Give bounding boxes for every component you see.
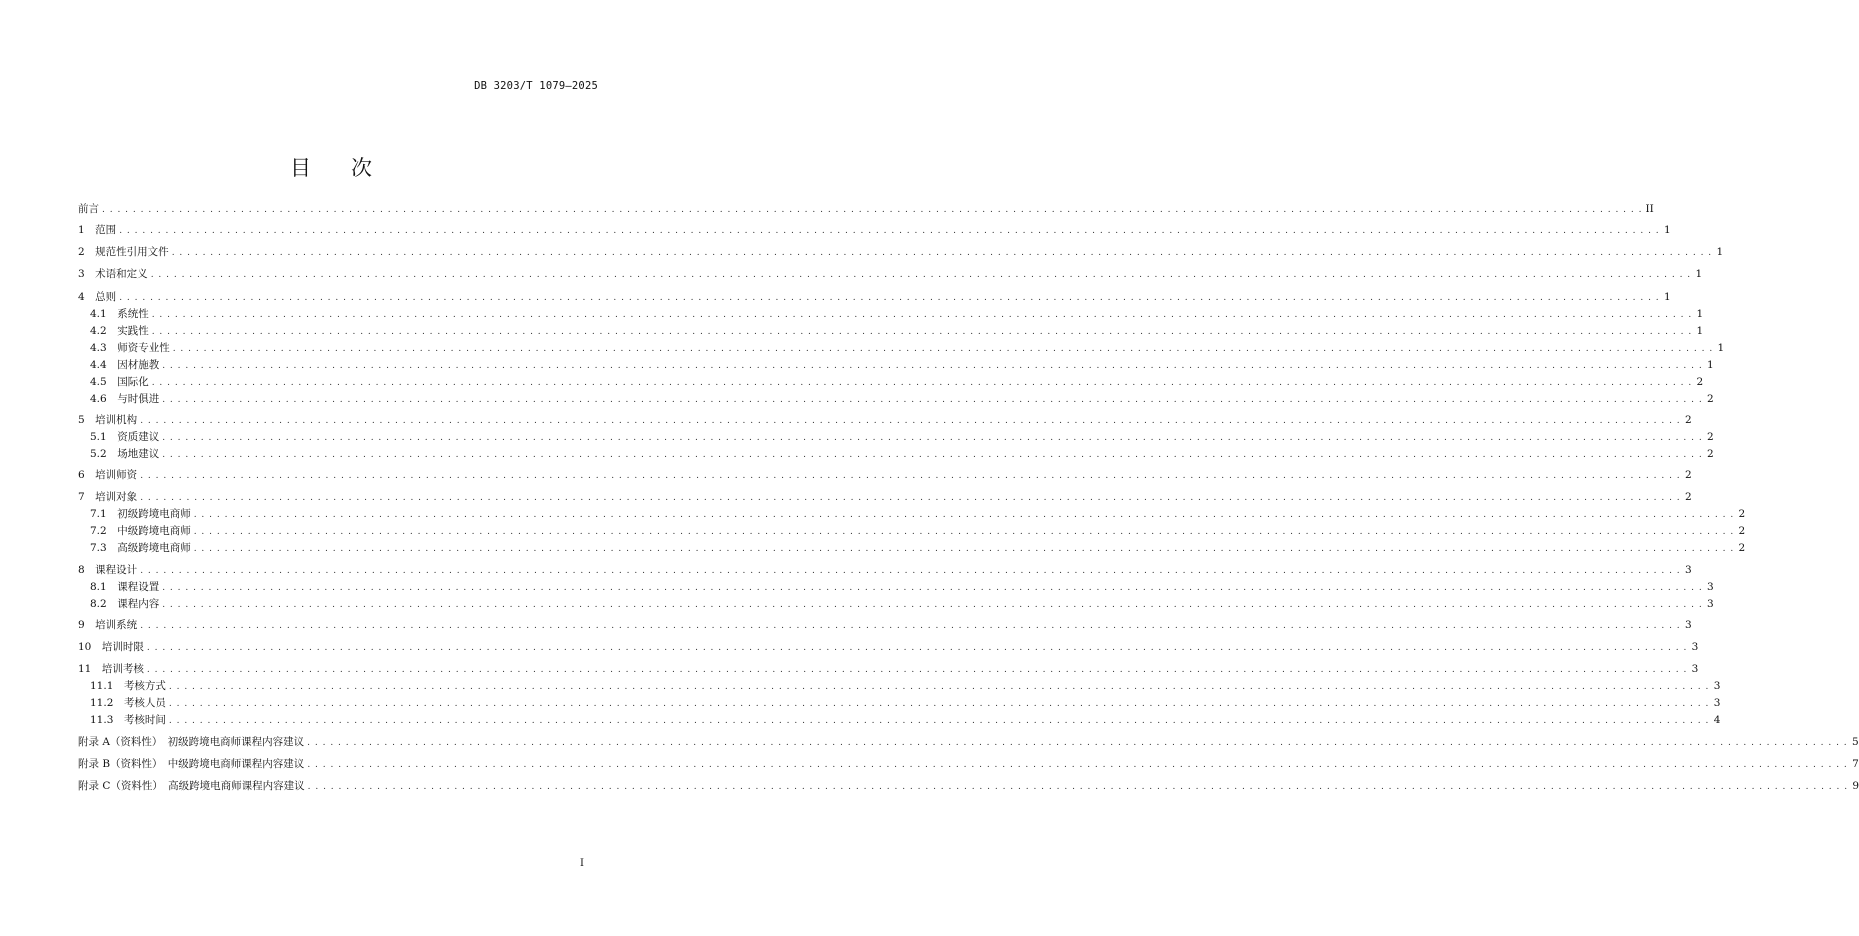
toc-leader-dots: . . . . . . . . . . . . . . . . . . . . . . . . . . . . . . . . . . . . . . . . . . . . . . . . . . . . . . . . . . . . . . . . . . . . . . . . . . . . . . . . . . . . . . . . . . . . . . . . . . . . . . . . . . . . . . . . . . . . . . . . . . . . . . . . . . . . . . . . . . . . . . . . . . . . . . . . . . . . . . . . . . . . . . . . . . . . . . . . . . . . . . . . . . . . . . . . . . . . . . . . xyxy=(151,378,1693,388)
toc-leader-dots: . . . . . . . . . . . . . . . . . . . . . . . . . . . . . . . . . . . . . . . . . . . . . . . . . . . . . . . . . . . . . . . . . . . . . . . . . . . . . . . . . . . . . . . . . . . . . . . . . . . . . . . . . . . . . . . . . . . . . . . . . . . . . . . . . . . . . . . . . . . . . . . . . . . . . . . . . . . . . . . . . . . . . . . . . . . . . . . . . . . . . . . . . . . . . . . . . . . . . . . . xyxy=(140,566,1681,576)
toc-entry-page: 3 xyxy=(1684,564,1692,576)
toc-entry-page: 5 xyxy=(1851,736,1859,748)
toc-subentry[interactable] xyxy=(90,679,1721,694)
page-number: I xyxy=(580,858,584,869)
toc-entry-page: 7 xyxy=(1852,758,1859,770)
toc-leader-dots: . . . . . . . . . . . . . . . . . . . . . . . . . . . . . . . . . . . . . . . . . . . . . . . . . . . . . . . . . . . . . . . . . . . . . . . . . . . . . . . . . . . . . . . . . . . . . . . . . . . . . . . . . . . . . . . . . . . . . . . . . . . . . . . . . . . . . . . . . . . . . . . . . . . . . . . . . . . . . . . . . . . . . . . . . . . . . . . . . . . . . . . . . . . . . . . . . . . . . . . . xyxy=(140,621,1681,631)
toc-leader-dots: . . . . . . . . . . . . . . . . . . . . . . . . . . . . . . . . . . . . . . . . . . . . . . . . . . . . . . . . . . . . . . . . . . . . . . . . . . . . . . . . . . . . . . . . . . . . . . . . . . . . . . . . . . . . . . . . . . . . . . . . . . . . . . . . . . . . . . . . . . . . . . . . . . . . . . . . . . . . . . . . . . . . . . . . . . . . . . . . . . . . . . . . . . . . . . . . . . . . . . . . xyxy=(162,450,1703,460)
toc-leader-dots: . . . . . . . . . . . . . . . . . . . . . . . . . . . . . . . . . . . . . . . . . . . . . . . . . . . . . . . . . . . . . . . . . . . . . . . . . . . . . . . . . . . . . . . . . . . . . . . . . . . . . . . . . . . . . . . . . . . . . . . . . . . . . . . . . . . . . . . . . . . . . . . . . . . . . . . . . . . . . . . . . . . . . . . . . . . . . . . . . . . . . . . . . . . . . . . . . . . . . . . . xyxy=(119,226,1660,236)
toc-leader-dots: . . . . . . . . . . . . . . . . . . . . . . . . . . . . . . . . . . . . . . . . . . . . . . . . . . . . . . . . . . . . . . . . . . . . . . . . . . . . . . . . . . . . . . . . . . . . . . . . . . . . . . . . . . . . . . . . . . . . . . . . . . . . . . . . . . . . . . . . . . . . . . . . . . . . . . . . . . . . . . . . . . . . . . . . . . . . . . . . . . . . . . . . . . . . . . . . . . . . . . . . xyxy=(193,527,1735,537)
toc-entry[interactable] xyxy=(78,779,1859,794)
toc-entry-page: 2 xyxy=(1684,491,1692,503)
toc-entry-label: 4.2 实践性 xyxy=(90,325,149,337)
toc-leader-dots: . . . . . . . . . . . . . . . . . . . . . . . . . . . . . . . . . . . . . . . . . . . . . . . . . . . . . . . . . . . . . . . . . . . . . . . . . . . . . . . . . . . . . . . . . . . . . . . . . . . . . . . . . . . . . . . . . . . . . . . . . . . . . . . . . . . . . . . . . . . . . . . . . . . . . . . . . . . . . . . . . . . . . . . . . . . . . . . . . . . . . . . . . . . . . . . . . . . . . . . . xyxy=(162,433,1703,443)
toc-entry-label: 7.1 初级跨境电商师 xyxy=(90,508,191,520)
toc-entry-page: 2 xyxy=(1707,448,1714,460)
toc-leader-dots: . . . . . . . . . . . . . . . . . . . . . . . . . . . . . . . . . . . . . . . . . . . . . . . . . . . . . . . . . . . . . . . . . . . . . . . . . . . . . . . . . . . . . . . . . . . . . . . . . . . . . . . . . . . . . . . . . . . . . . . . . . . . . . . . . . . . . . . . . . . . . . . . . . . . . . . . . . . . . . . . . . . . . . . . . . . . . . . . . . . . . . . . . . . . . . . . . . . . . . . . xyxy=(146,643,1688,653)
toc-entry-page: 3 xyxy=(1713,697,1721,709)
toc-entry-page: 3 xyxy=(1707,581,1714,593)
toc-entry-label: 11.1 考核方式 xyxy=(90,680,166,692)
toc-entry-label: 附录 B（资料性） 中级跨境电商师课程内容建议 xyxy=(78,758,305,770)
toc-entry-page: 3 xyxy=(1713,680,1721,692)
toc-leader-dots: . . . . . . . . . . . . . . . . . . . . . . . . . . . . . . . . . . . . . . . . . . . . . . . . . . . . . . . . . . . . . . . . . . . . . . . . . . . . . . . . . . . . . . . . . . . . . . . . . . . . . . . . . . . . . . . . . . . . . . . . . . . . . . . . . . . . . . . . . . . . . . . . . . . . . . . . . . . . . . . . . . . . . . . . . . . . . . . . . . . . . . . . . . . . . . . . . . . . . . . . xyxy=(162,583,1703,593)
toc-entry[interactable] xyxy=(78,468,1692,483)
toc-entry-page: 4 xyxy=(1713,714,1721,726)
toc-leader-dots: . . . . . . . . . . . . . . . . . . . . . . . . . . . . . . . . . . . . . . . . . . . . . . . . . . . . . . . . . . . . . . . . . . . . . . . . . . . . . . . . . . . . . . . . . . . . . . . . . . . . . . . . . . . . . . . . . . . . . . . . . . . . . . . . . . . . . . . . . . . . . . . . . . . . . . . . . . . . . . . . . . . . . . . . . . . . . . . . . . . . . . . . . . . . . . . . . . . . . . . . xyxy=(151,327,1693,337)
toc-entry-label: 5.2 场地建议 xyxy=(90,448,160,460)
toc-entry-label: 8 课程设计 xyxy=(78,564,138,576)
toc-entry[interactable] xyxy=(78,490,1692,505)
toc-leader-dots: . . . . . . . . . . . . . . . . . . . . . . . . . . . . . . . . . . . . . . . . . . . . . . . . . . . . . . . . . . . . . . . . . . . . . . . . . . . . . . . . . . . . . . . . . . . . . . . . . . . . . . . . . . . . . . . . . . . . . . . . . . . . . . . . . . . . . . . . . . . . . . . . . . . . . . . . . . . . . . . . . . . . . . . . . . . . . . . . . . . . . . . . . . . . . . . . . . . . . . . . xyxy=(168,716,1710,726)
toc-entry-label: 7.2 中级跨境电商师 xyxy=(90,525,191,537)
toc-leader-dots: . . . . . . . . . . . . . . . . . . . . . . . . . . . . . . . . . . . . . . . . . . . . . . . . . . . . . . . . . . . . . . . . . . . . . . . . . . . . . . . . . . . . . . . . . . . . . . . . . . . . . . . . . . . . . . . . . . . . . . . . . . . . . . . . . . . . . . . . . . . . . . . . . . . . . . . . . . . . . . . . . . . . . . . . . . . . . . . . . . . . . . . . . . . . . . . . . . . . . . . . xyxy=(193,544,1735,554)
toc-entry-page: 2 xyxy=(1738,542,1746,554)
toc-entry-page: 1 xyxy=(1716,246,1724,258)
toc-entry-page: 9 xyxy=(1852,780,1859,792)
toc-leader-dots: . . . . . . . . . . . . . . . . . . . . . . . . . . . . . . . . . . . . . . . . . . . . . . . . . . . . . . . . . . . . . . . . . . . . . . . . . . . . . . . . . . . . . . . . . . . . . . . . . . . . . . . . . . . . . . . . . . . . . . . . . . . . . . . . . . . . . . . . . . . . . . . . . . . . . . . . . . . . . . . . . . . . . . . . . . . . . . . . . . . . . . . . . . . . . . . . . . . . . . . . xyxy=(193,510,1735,520)
toc-leader-dots: . . . . . . . . . . . . . . . . . . . . . . . . . . . . . . . . . . . . . . . . . . . . . . . . . . . . . . . . . . . . . . . . . . . . . . . . . . . . . . . . . . . . . . . . . . . . . . . . . . . . . . . . . . . . . . . . . . . . . . . . . . . . . . . . . . . . . . . . . . . . . . . . . . . . . . . . . . . . . . . . . . . . . . . . . . . . . . . . . . . . . . . . . . . . . . . . . . . . . . . . xyxy=(172,344,1714,354)
toc-entry-page: 2 xyxy=(1684,414,1692,426)
toc-entry-page: 2 xyxy=(1696,376,1704,388)
toc-entry-label: 8.1 课程设置 xyxy=(90,581,160,593)
toc-entry-label: 8.2 课程内容 xyxy=(90,598,160,610)
toc-entry-page: 1 xyxy=(1696,308,1704,320)
toc-entry[interactable] xyxy=(78,290,1671,305)
toc-entry-label: 1 范围 xyxy=(78,224,117,236)
toc-leader-dots: . . . . . . . . . . . . . . . . . . . . . . . . . . . . . . . . . . . . . . . . . . . . . . . . . . . . . . . . . . . . . . . . . . . . . . . . . . . . . . . . . . . . . . . . . . . . . . . . . . . . . . . . . . . . . . . . . . . . . . . . . . . . . . . . . . . . . . . . . . . . . . . . . . . . . . . . . . . . . . . . . . . . . . . . . . . . . . . . . . . . . . . . . . . . . . . . . . . . . . . . xyxy=(162,395,1703,405)
toc-entry-page: 1 xyxy=(1663,291,1671,303)
toc-leader-dots: . . . . . . . . . . . . . . . . . . . . . . . . . . . . . . . . . . . . . . . . . . . . . . . . . . . . . . . . . . . . . . . . . . . . . . . . . . . . . . . . . . . . . . . . . . . . . . . . . . . . . . . . . . . . . . . . . . . . . . . . . . . . . . . . . . . . . . . . . . . . . . . . . . . . . . . . . . . . . . . . . . . . . . . . . . . . . . . . . . . . . . . . . . . . . . . . . . . . . . . . xyxy=(162,600,1703,610)
toc-entry[interactable] xyxy=(78,563,1692,578)
toc-entry-page: 1 xyxy=(1717,342,1725,354)
toc-entry-label: 11 培训考核 xyxy=(78,663,144,675)
toc-leader-dots: . . . . . . . . . . . . . . . . . . . . . . . . . . . . . . . . . . . . . . . . . . . . . . . . . . . . . . . . . . . . . . . . . . . . . . . . . . . . . . . . . . . . . . . . . . . . . . . . . . . . . . . . . . . . . . . . . . . . . . . . . . . . . . . . . . . . . . . . . . . . . . . . . . . . . . . . . . . . . . . . . . . . . . . . . . . . . . . . . . . . . . . . . . . . . . . . . . . . . . . . xyxy=(140,471,1681,481)
toc-entry-page: 1 xyxy=(1707,359,1714,371)
toc-subentry[interactable] xyxy=(90,307,1704,322)
toc-leader-dots: . . . . . . . . . . . . . . . . . . . . . . . . . . . . . . . . . . . . . . . . . . . . . . . . . . . . . . . . . . . . . . . . . . . . . . . . . . . . . . . . . . . . . . . . . . . . . . . . . . . . . . . . . . . . . . . . . . . . . . . . . . . . . . . . . . . . . . . . . . . . . . . . . . . . . . . . . . . . . . . . . . . . . . . . . . . . . . . . . . . . . . . . . . . . . . . . . . . . . . . . xyxy=(168,699,1710,709)
toc-leader-dots: . . . . . . . . . . . . . . . . . . . . . . . . . . . . . . . . . . . . . . . . . . . . . . . . . . . . . . . . . . . . . . . . . . . . . . . . . . . . . . . . . . . . . . . . . . . . . . . . . . . . . . . . . . . . . . . . . . . . . . . . . . . . . . . . . . . . . . . . . . . . . . . . . . . . . . . . . . . . . . . . . . . . . . . . . . . . . . . . . . . . . . . . . . . . . . . . . . . . . . . . xyxy=(146,665,1688,675)
toc-subentry[interactable] xyxy=(90,375,1704,390)
toc-entry[interactable] xyxy=(78,757,1859,772)
toc-leader-dots: . . . . . . . . . . . . . . . . . . . . . . . . . . . . . . . . . . . . . . . . . . . . . . . . . . . . . . . . . . . . . . . . . . . . . . . . . . . . . . . . . . . . . . . . . . . . . . . . . . . . . . . . . . . . . . . . . . . . . . . . . . . . . . . . . . . . . . . . . . . . . . . . . . . . . . . . . . . . . . . . . . . . . . . . . . . . . . . . . . . . . . . . . . . . . . . . . . . . . . . . xyxy=(151,310,1693,320)
toc-title-char-1: 目 xyxy=(290,156,311,181)
toc-leader-dots: . . . . . . . . . . . . . . . . . . . . . . . . . . . . . . . . . . . . . . . . . . . . . . . . . . . . . . . . . . . . . . . . . . . . . . . . . . . . . . . . . . . . . . . . . . . . . . . . . . . . . . . . . . . . . . . . . . . . . . . . . . . . . . . . . . . . . . . . . . . . . . . . . . . . . . . . . . . . . . . . . . . . . . . . . . . . . . . . . . . . . . . . . . . . . . . . . . . . . . . . xyxy=(102,205,1643,215)
toc-title xyxy=(0,152,662,182)
toc-entry-label: 前言 xyxy=(78,203,99,215)
toc-leader-dots: . . . . . . . . . . . . . . . . . . . . . . . . . . . . . . . . . . . . . . . . . . . . . . . . . . . . . . . . . . . . . . . . . . . . . . . . . . . . . . . . . . . . . . . . . . . . . . . . . . . . . . . . . . . . . . . . . . . . . . . . . . . . . . . . . . . . . . . . . . . . . . . . . . . . . . . . . . . . . . . . . . . . . . . . . . . . . . . . . . . . . . . . . . . . . . . . . . . . . . . . xyxy=(307,782,1849,792)
toc-entry-label: 11.3 考核时间 xyxy=(90,714,166,726)
toc-subentry[interactable] xyxy=(90,597,1714,612)
toc-subentry[interactable] xyxy=(90,392,1714,407)
toc-entry-page: 2 xyxy=(1707,431,1714,443)
toc-entry-label: 4.1 系统性 xyxy=(90,308,149,320)
toc-subentry[interactable] xyxy=(90,341,1725,356)
toc-entry-label: 3 术语和定义 xyxy=(78,268,148,280)
toc-entry-page: 3 xyxy=(1707,598,1714,610)
toc-entry[interactable] xyxy=(78,202,1654,217)
toc-entry[interactable] xyxy=(78,662,1699,677)
toc-entry-page: 1 xyxy=(1695,268,1703,280)
toc-entry-label: 4.5 国际化 xyxy=(90,376,149,388)
toc-entry-label: 10 培训时限 xyxy=(78,641,144,653)
toc-entry-label: 5 培训机构 xyxy=(78,414,138,426)
toc-entry-label: 7.3 高级跨境电商师 xyxy=(90,542,191,554)
toc-entry-label: 6 培训师资 xyxy=(78,469,138,481)
toc-subentry[interactable] xyxy=(90,713,1721,728)
toc-entry-label: 11.2 考核人员 xyxy=(90,697,166,709)
toc-entry-page: 3 xyxy=(1691,663,1699,675)
toc-leader-dots: . . . . . . . . . . . . . . . . . . . . . . . . . . . . . . . . . . . . . . . . . . . . . . . . . . . . . . . . . . . . . . . . . . . . . . . . . . . . . . . . . . . . . . . . . . . . . . . . . . . . . . . . . . . . . . . . . . . . . . . . . . . . . . . . . . . . . . . . . . . . . . . . . . . . . . . . . . . . . . . . . . . . . . . . . . . . . . . . . . . . . . . . . . . . . . . . . . . . . . . . xyxy=(307,760,1848,770)
toc-leader-dots: . . . . . . . . . . . . . . . . . . . . . . . . . . . . . . . . . . . . . . . . . . . . . . . . . . . . . . . . . . . . . . . . . . . . . . . . . . . . . . . . . . . . . . . . . . . . . . . . . . . . . . . . . . . . . . . . . . . . . . . . . . . . . . . . . . . . . . . . . . . . . . . . . . . . . . . . . . . . . . . . . . . . . . . . . . . . . . . . . . . . . . . . . . . . . . . . . . . . . . . . xyxy=(150,270,1692,280)
toc-leader-dots: . . . . . . . . . . . . . . . . . . . . . . . . . . . . . . . . . . . . . . . . . . . . . . . . . . . . . . . . . . . . . . . . . . . . . . . . . . . . . . . . . . . . . . . . . . . . . . . . . . . . . . . . . . . . . . . . . . . . . . . . . . . . . . . . . . . . . . . . . . . . . . . . . . . . . . . . . . . . . . . . . . . . . . . . . . . . . . . . . . . . . . . . . . . . . . . . . . . . . . . . xyxy=(307,738,1848,748)
toc-entry[interactable] xyxy=(78,413,1692,428)
toc-entry-page: 2 xyxy=(1707,393,1714,405)
toc-subentry[interactable] xyxy=(90,324,1704,339)
toc-subentry[interactable] xyxy=(90,696,1721,711)
toc-entry[interactable] xyxy=(78,618,1692,633)
toc-subentry[interactable] xyxy=(90,524,1746,539)
toc-subentry[interactable] xyxy=(90,580,1714,595)
toc-entry-label: 4 总则 xyxy=(78,291,117,303)
toc-entry-label: 4.3 师资专业性 xyxy=(90,342,170,354)
toc-entry-label: 2 规范性引用文件 xyxy=(78,246,169,258)
toc-leader-dots: . . . . . . . . . . . . . . . . . . . . . . . . . . . . . . . . . . . . . . . . . . . . . . . . . . . . . . . . . . . . . . . . . . . . . . . . . . . . . . . . . . . . . . . . . . . . . . . . . . . . . . . . . . . . . . . . . . . . . . . . . . . . . . . . . . . . . . . . . . . . . . . . . . . . . . . . . . . . . . . . . . . . . . . . . . . . . . . . . . . . . . . . . . . . . . . . . . . . . . . . xyxy=(168,682,1710,692)
toc-subentry[interactable] xyxy=(90,541,1746,556)
toc-entry-page: 3 xyxy=(1684,619,1692,631)
toc-entry-label: 7 培训对象 xyxy=(78,491,138,503)
toc-entry[interactable] xyxy=(78,735,1859,750)
toc-entry[interactable] xyxy=(78,245,1724,260)
toc-entry-page: 2 xyxy=(1684,469,1692,481)
toc-entry[interactable] xyxy=(78,267,1703,282)
toc-subentry[interactable] xyxy=(90,358,1714,373)
toc-leader-dots: . . . . . . . . . . . . . . . . . . . . . . . . . . . . . . . . . . . . . . . . . . . . . . . . . . . . . . . . . . . . . . . . . . . . . . . . . . . . . . . . . . . . . . . . . . . . . . . . . . . . . . . . . . . . . . . . . . . . . . . . . . . . . . . . . . . . . . . . . . . . . . . . . . . . . . . . . . . . . . . . . . . . . . . . . . . . . . . . . . . . . . . . . . . . . . . . . . . . . . . . xyxy=(140,416,1681,426)
toc-entry-page: 1 xyxy=(1663,224,1671,236)
toc-entry-label: 附录 C（资料性） 高级跨境电商师课程内容建议 xyxy=(78,780,305,792)
toc-leader-dots: . . . . . . . . . . . . . . . . . . . . . . . . . . . . . . . . . . . . . . . . . . . . . . . . . . . . . . . . . . . . . . . . . . . . . . . . . . . . . . . . . . . . . . . . . . . . . . . . . . . . . . . . . . . . . . . . . . . . . . . . . . . . . . . . . . . . . . . . . . . . . . . . . . . . . . . . . . . . . . . . . . . . . . . . . . . . . . . . . . . . . . . . . . . . . . . . . . . . . . . . xyxy=(171,248,1713,258)
toc-subentry[interactable] xyxy=(90,430,1714,445)
toc-entry-page: II xyxy=(1645,203,1654,215)
toc-entry-page: 3 xyxy=(1691,641,1699,653)
toc-subentry[interactable] xyxy=(90,447,1714,462)
toc-entry[interactable] xyxy=(78,223,1671,238)
toc-entry-page: 1 xyxy=(1696,325,1704,337)
toc-entry-page: 2 xyxy=(1738,508,1746,520)
toc-entry-page: 2 xyxy=(1738,525,1746,537)
toc-entry[interactable] xyxy=(78,640,1699,655)
toc-entry-label: 4.6 与时俱进 xyxy=(90,393,160,405)
toc-subentry[interactable] xyxy=(90,507,1746,522)
toc-entry-label: 9 培训系统 xyxy=(78,619,138,631)
toc-leader-dots: . . . . . . . . . . . . . . . . . . . . . . . . . . . . . . . . . . . . . . . . . . . . . . . . . . . . . . . . . . . . . . . . . . . . . . . . . . . . . . . . . . . . . . . . . . . . . . . . . . . . . . . . . . . . . . . . . . . . . . . . . . . . . . . . . . . . . . . . . . . . . . . . . . . . . . . . . . . . . . . . . . . . . . . . . . . . . . . . . . . . . . . . . . . . . . . . . . . . . . . . xyxy=(140,493,1681,503)
toc-leader-dots: . . . . . . . . . . . . . . . . . . . . . . . . . . . . . . . . . . . . . . . . . . . . . . . . . . . . . . . . . . . . . . . . . . . . . . . . . . . . . . . . . . . . . . . . . . . . . . . . . . . . . . . . . . . . . . . . . . . . . . . . . . . . . . . . . . . . . . . . . . . . . . . . . . . . . . . . . . . . . . . . . . . . . . . . . . . . . . . . . . . . . . . . . . . . . . . . . . . . . . . . xyxy=(162,361,1703,371)
toc-entry-label: 4.4 因材施教 xyxy=(90,359,160,371)
toc-title-char-2: 次 xyxy=(351,156,372,181)
toc-entry-label: 5.1 资质建议 xyxy=(90,431,160,443)
toc-entry-label: 附录 A（资料性） 初级跨境电商师课程内容建议 xyxy=(78,736,305,748)
document-code: DB 3203/T 1079—2025 xyxy=(474,80,598,92)
toc-leader-dots: . . . . . . . . . . . . . . . . . . . . . . . . . . . . . . . . . . . . . . . . . . . . . . . . . . . . . . . . . . . . . . . . . . . . . . . . . . . . . . . . . . . . . . . . . . . . . . . . . . . . . . . . . . . . . . . . . . . . . . . . . . . . . . . . . . . . . . . . . . . . . . . . . . . . . . . . . . . . . . . . . . . . . . . . . . . . . . . . . . . . . . . . . . . . . . . . . . . . . . . . xyxy=(119,293,1660,303)
